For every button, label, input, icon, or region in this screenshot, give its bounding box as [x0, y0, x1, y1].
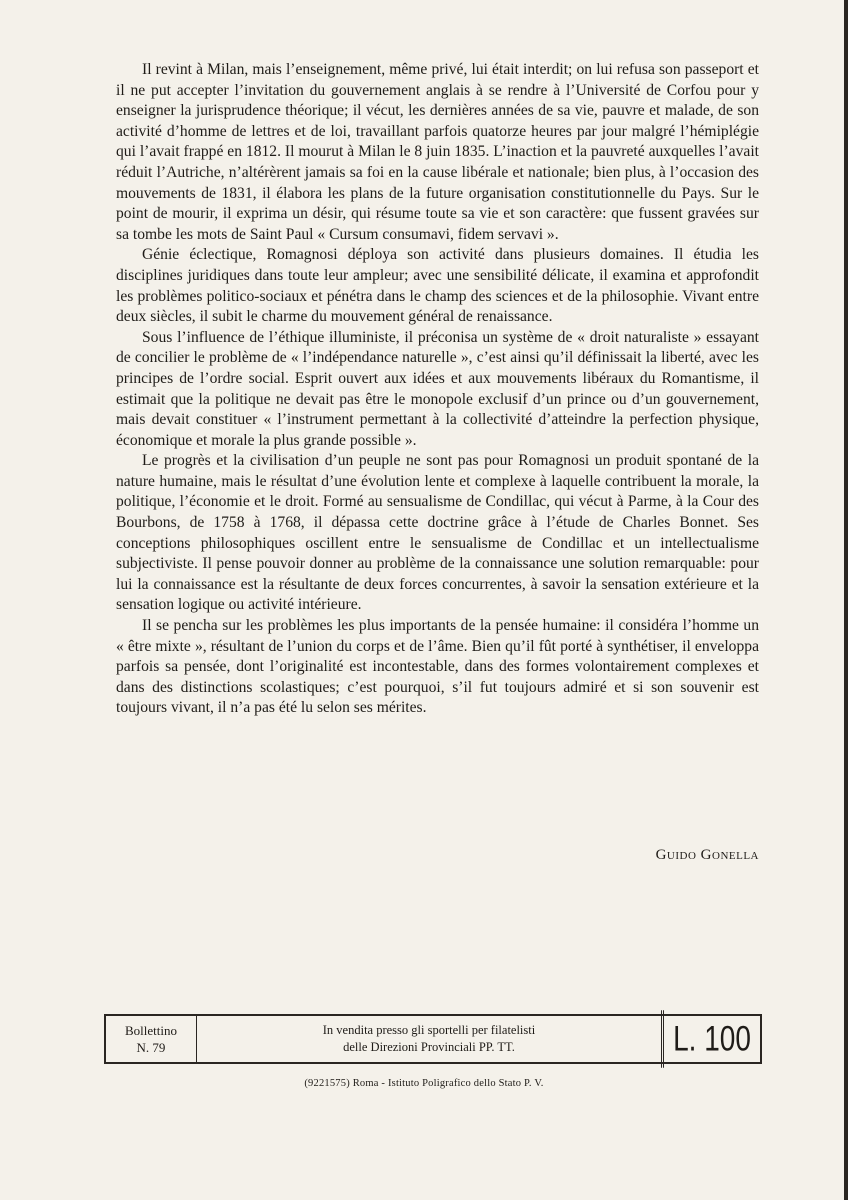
- bulletin-cell: [106, 1016, 197, 1062]
- paragraph-3: Sous l’influence de l’éthique illuministe, il préconisa un système de « droit naturaliste » essayant de concilier le problème de « l’indépendance naturelle », c’est ainsi qu’il définissait la liberté, avec les principes de l’ordre social. Esprit ouvert aux idées et aux mouvements libéraux du Romantisme, il estimait que la politique ne devait pas être le monopole exclusif d’un prince ou d’un gouvernement, mais devait constituer « l’instrument permettant à la collectivité d’atteindre la perfection physique, économique et morale la plus grande possible ».: [116, 328, 759, 449]
- sale-location-cell: [197, 1016, 661, 1062]
- page-edge: [844, 0, 848, 1200]
- article-text: [116, 60, 759, 719]
- price-label: L. 100: [661, 1010, 760, 1068]
- bulletin-number: N. 79: [136, 1040, 166, 1055]
- bulletin-label: Bollettino: [125, 1023, 177, 1038]
- sale-line-1: In vendita presso gli sportelli per filatelisti: [322, 1023, 536, 1037]
- paragraph-4: Le progrès et la civilisation d’un peuple ne sont pas pour Romagnosi un produit spontané de la nature humaine, mais le résultat d’une évolution lente et complexe à laquelle contribuent la morale, la politique, l’économie et le droit. Formé au sensualisme de Condillac, qui vécut à Parme, à la Cour des Bourbons, de 1758 à 1768, il dépassa cette doctrine grâce à l’étude de Charles Bonnet. Ses conceptions philosophiques oscillent entre le sensualisme de Condillac et un intellectualisme subjectiviste. Il pense pouvoir donner au problème de la connaissance une solution remarquable: pour lui la connaissance est la résultante de deux forces concurrentes, à savoir la sensation extérieure et la sensation logique ou activité intérieure.: [116, 452, 759, 614]
- paragraph-1: Il revint à Milan, mais l’enseignement, même privé, lui était interdit; on lui refusa son passeport et il ne put accepter l’invitation du gouvernement anglais à se rendre à l’Université de Corfou pour y enseigner la jurisprudence théorique; il vécut, les dernières années de sa vie, pauvre et malade, de son activité d’homme de lettres et de loi, travaillant parfois quatorze heures par jour malgré l’hémiplégie qui l’avait frappé en 1812. Il mourut à Milan le 8 juin 1835. L’inaction et la pauvreté auxquelles l’avait réduit l’Autriche, n’altérèrent jamais sa foi en la cause libérale et nationale; bien plus, à l’occasion des mouvements de 1831, il élabora les plans de la future organisation constitutionnelle du Pays. Sur le point de mourir, il exprima un désir, qui résume toute sa vie et son caractère: que fussent gravées sur sa tombe les mots de Saint Paul « Cursum consumavi, fidem servavi ».: [116, 61, 759, 243]
- paragraph-5: Il se pencha sur les problèmes les plus importants de la pensée humaine: il considéra l’homme un « être mixte », résultant de l’union du corps et de l’âme. Bien qu’il fût porté à synthétiser, il enveloppa parfois sa pensée, dont l’originalité est incontestable, dans des formes volontairement complexes et dans des distinctions scolastiques; c’est pourquoi, s’il fut toujours admiré et si son souvenir est toujours vivant, il n’a pas été lu selon ses mérites.: [116, 617, 759, 717]
- printer-imprint: (9221575) Roma - Istituto Poligrafico dello Stato P. V.: [304, 1078, 544, 1089]
- sale-line-2: delle Direzioni Provinciali PP. TT.: [343, 1040, 515, 1054]
- author-signature: Guido Gonella: [655, 847, 759, 863]
- sale-info-box: [104, 1014, 762, 1064]
- paragraph-2: Génie éclectique, Romagnosi déploya son activité dans plusieurs domaines. Il étudia les disciplines juridiques dans toute leur ampleur; avec une sensibilité délicate, il examina et approfondit les problèmes politico-sociaux et pénétra dans le champ des sciences et de la philosophie. Vivant entre deux siècles, il subit le charme du mouvement général de renaissance.: [116, 246, 759, 326]
